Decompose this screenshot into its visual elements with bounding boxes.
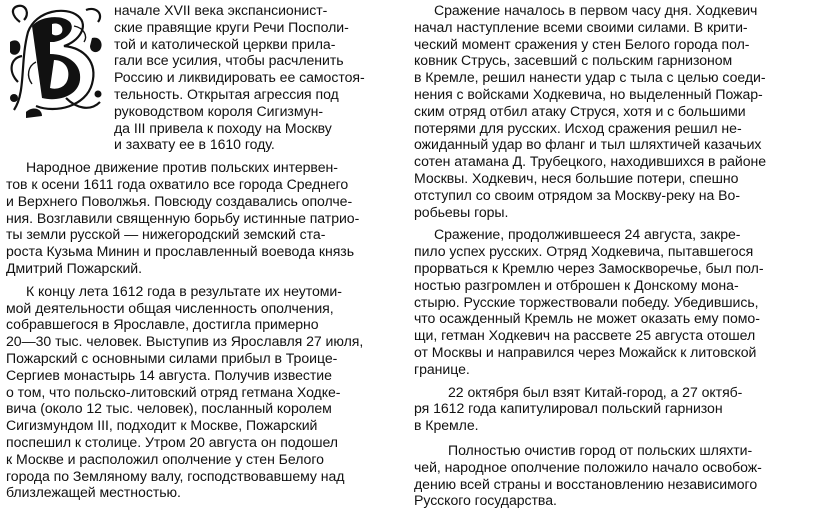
text-line: границе. — [414, 360, 470, 377]
text-line: в Кремле, решил нанести удар с тыла с целью соеди- — [414, 69, 766, 86]
text-line: Пожарский с основными силами прибыл в Троице- — [6, 349, 338, 366]
paragraph-militia — [6, 283, 404, 501]
text-line: и Верхнего Поволжья. Повсюду создавались ополче- — [6, 192, 353, 209]
text-line: тов к осени 1611 года охватило все города Среднего — [6, 175, 349, 192]
text-line: поспешил к столице. Утром 20 августа он подошел — [6, 433, 338, 450]
text-line: к Москве и расположил ополчение у стен Белого — [6, 450, 324, 467]
text-line: робьевы горы. — [414, 203, 509, 220]
paragraph-battle — [414, 2, 819, 220]
left-column — [6, 2, 404, 501]
text-line: от Москвы и направился через Можайск к литовской — [414, 343, 757, 360]
text-line: начал наступление всеми своими силами. В крити- — [414, 18, 748, 35]
text-line: Сражение началось в первом часу дня. Ходкевич — [434, 2, 758, 18]
text-line: о том, что польско-литовский отряд гетмана Ходке- — [6, 383, 341, 400]
text-line: ностью разгромлен и отброшен к Донскому мона- — [414, 276, 739, 293]
paragraph-liberation — [414, 442, 819, 509]
text-line: Дмитрий Пожарский. — [6, 259, 142, 276]
text-line: города по Земляному валу, господствовавшему над — [6, 467, 345, 484]
text-line: потерями для русских. Исход сражения решил не- — [414, 119, 742, 136]
text-line: стырю. Русские торжествовали победу. Убедившись, — [414, 293, 759, 310]
text-line: К концу лета 1612 года в результате их неутоми- — [26, 282, 342, 299]
ornamental-dropcap-v — [6, 2, 106, 120]
text-line: дению всей страны и восстановлению независимого — [414, 475, 758, 492]
text-line: Сигизмундом III, подходит к Москве, Пожарский — [6, 417, 318, 434]
text-line: ря 1612 года капитулировал польский гарнизон — [414, 400, 723, 417]
text-line: вича (около 12 тыс. человек), посланный королем — [6, 400, 332, 417]
paragraph-movement — [6, 159, 404, 277]
text-line: пило успех русских. Отряд Ходкевича, пытавшегося — [414, 243, 754, 260]
text-line: нения с войсками Ходкевича, но выделенный Пожар- — [414, 85, 763, 102]
text-line: да III привела к походу на Москву — [114, 119, 332, 136]
text-line: Россию и ликвидировать ее самостоя- — [114, 69, 365, 86]
text-line: Сражение, продолжившееся 24 августа, закре- — [434, 226, 741, 243]
paragraph-victory — [414, 226, 819, 377]
text-line: что осажденный Кремль не может оказать ему помо- — [414, 310, 760, 327]
text-line: сотен атамана Д. Трубецкого, находившихся в районе — [414, 153, 767, 170]
text-line: ния. Возглавили священную борьбу истинные патрио- — [6, 209, 360, 226]
text-line: 20—30 тыс. человек. Выступив из Ярославля 27 июля, — [6, 333, 364, 350]
text-line: начале XVII века экспансионист- — [114, 2, 328, 18]
text-line: ты земли русской — нижегородский земский ста- — [6, 226, 326, 243]
text-line: Сергиев монастырь 14 августа. Получив известие — [6, 366, 332, 383]
text-line: тельность. Открытая агрессия под — [114, 85, 339, 102]
paragraph-kitay-gorod — [414, 384, 819, 434]
text-line: ковник Струсь, засевший с польским гарнизоном — [414, 52, 733, 69]
text-line: близлежащей местностью. — [6, 484, 181, 501]
text-line: Народное движение против польских интервен- — [26, 159, 338, 176]
text-line: щи, гетман Ходкевич на рассвете 25 августа отошел — [414, 327, 756, 344]
text-line: Москвы. Ходкевич, неся большие потери, спешно — [414, 169, 739, 186]
text-line: отступил со своим отрядом за Москву-реку на Во- — [414, 186, 740, 203]
text-line: ским отряд отбил атаку Струся, хотя и с большими — [414, 102, 746, 119]
text-line: роста Кузьма Минин и прославленный воевода князь — [6, 243, 354, 260]
text-line: 22 октября был взят Китай-город, а 27 октяб- — [448, 383, 743, 400]
text-line: ческий момент сражения у стен Белого города пол- — [414, 35, 750, 52]
text-line: мой деятельности общая численность ополчения, — [6, 299, 334, 316]
text-line: прорваться к Кремлю через Замоскворечье, был пол- — [414, 259, 764, 276]
text-line: ожиданный удар во фланг и тыл шляхтичей казачьих — [414, 136, 762, 153]
text-line: собравшегося в Ярославле, достигла примерно — [6, 316, 319, 333]
text-line: и захвату ее в 1610 году. — [114, 136, 275, 153]
text-line: в Кремле. — [414, 417, 479, 434]
right-column — [414, 2, 819, 509]
text-line: чей, народное ополчение положило начало освобож- — [414, 458, 762, 475]
text-line: руководством короля Сигизмун- — [114, 102, 323, 119]
text-line: ские правящие круги Речи Посполи- — [114, 18, 349, 35]
text-line: Русского государства. — [414, 492, 557, 509]
text-line: Полностью очистив город от польских шляхти- — [448, 441, 753, 458]
text-line: гали все усилия, чтобы расчленить — [114, 52, 344, 69]
text-line: той и католической церкви прила- — [114, 35, 336, 52]
